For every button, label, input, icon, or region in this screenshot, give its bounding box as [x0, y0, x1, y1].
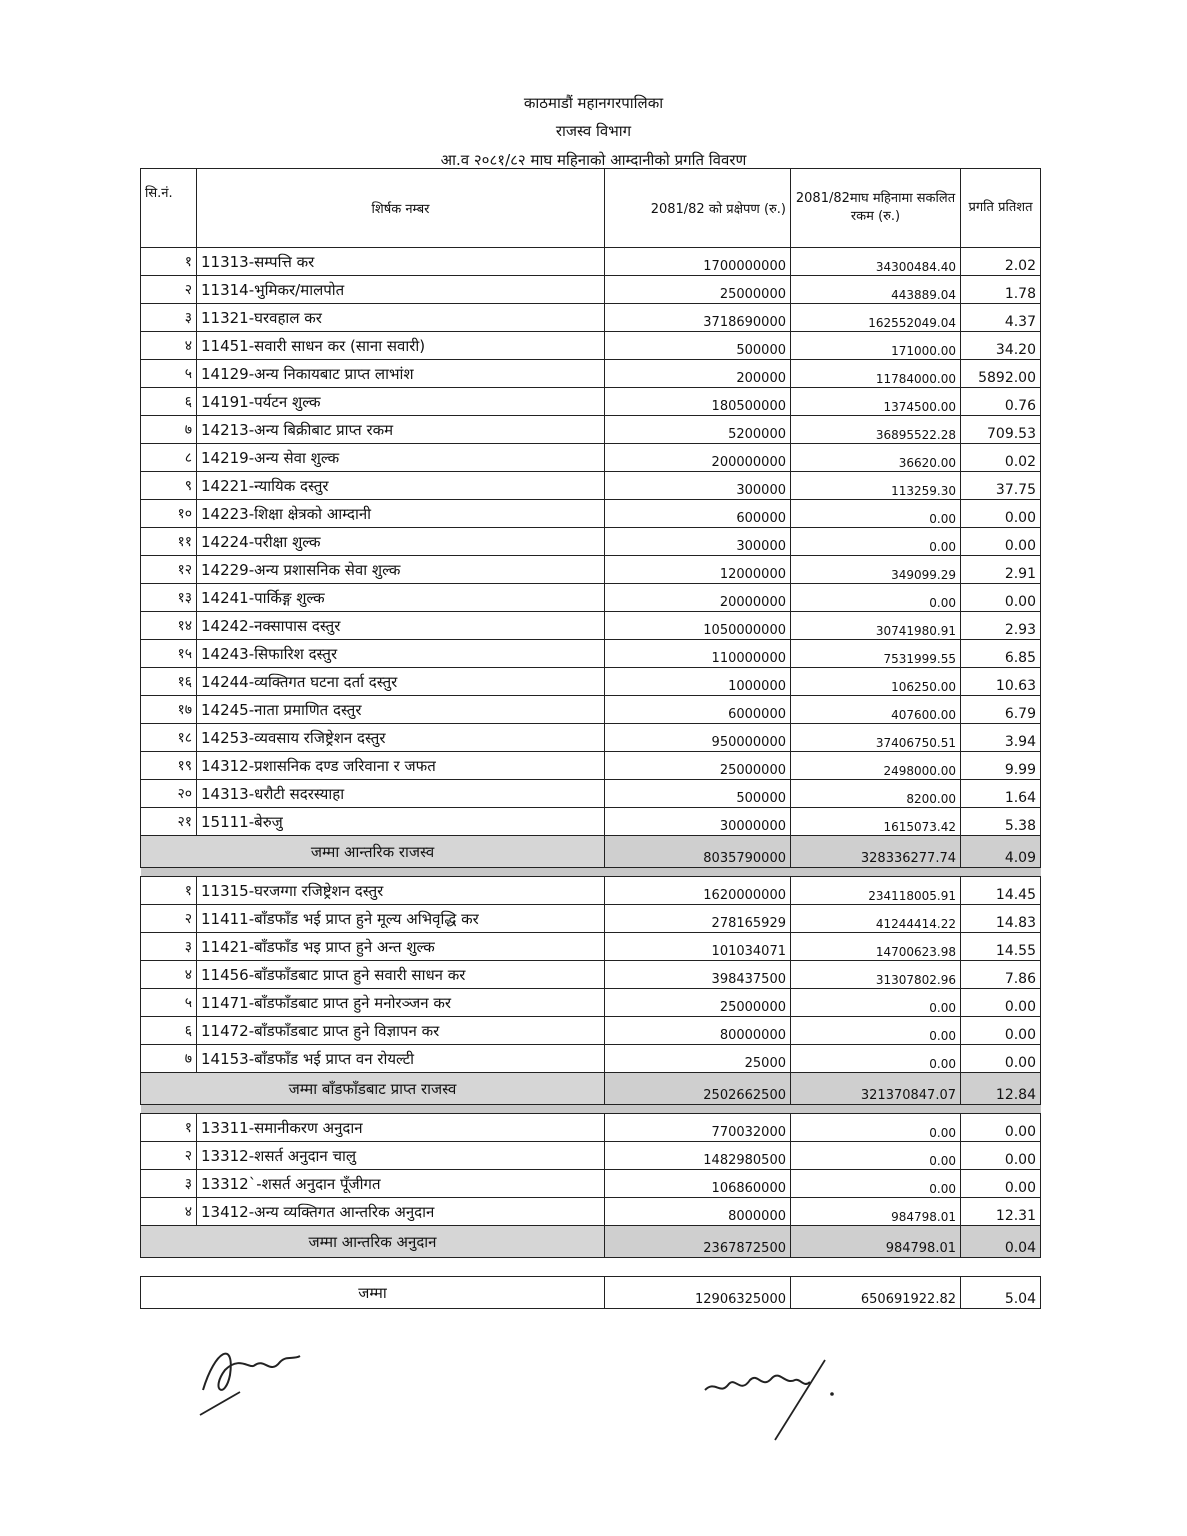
projection-value: 25000000 [605, 276, 791, 304]
table-row [141, 584, 1041, 612]
department-name: राजस्व विभाग [555, 122, 632, 140]
percent-value: 14.83 [961, 905, 1041, 933]
heading-code: 14253-व्यवसाय रजिष्ट्रेशन दस्तुर [197, 724, 605, 752]
table-row [141, 696, 1041, 724]
column-header-sn: सि.नं. [141, 169, 197, 248]
table-row [141, 668, 1041, 696]
serial-number: १० [141, 500, 197, 528]
heading-code: 14129-अन्य निकायबाट प्राप्त लाभांश [197, 360, 605, 388]
projection-value: 278165929 [605, 905, 791, 933]
percent-value: 6.79 [961, 696, 1041, 724]
table-row [141, 248, 1041, 276]
table-row [141, 808, 1041, 836]
table-row [141, 1017, 1041, 1045]
collected-value: 36895522.28 [791, 416, 961, 444]
column-header-title: शिर्षक नम्बर [197, 169, 605, 248]
table-row [141, 933, 1041, 961]
table-row [141, 332, 1041, 360]
table-row [141, 752, 1041, 780]
projection-value: 8000000 [605, 1198, 791, 1226]
table-row [141, 360, 1041, 388]
column-header-projection: 2081/82 को प्रक्षेपण (रु.) [605, 169, 791, 248]
percent-value: 5892.00 [961, 360, 1041, 388]
percent-value: 4.37 [961, 304, 1041, 332]
collected-value: 106250.00 [791, 668, 961, 696]
projection-value: 180500000 [605, 388, 791, 416]
signature-right [700, 1350, 840, 1460]
serial-number: ३ [141, 304, 197, 332]
heading-code: 14229-अन्य प्रशासनिक सेवा शुल्क [197, 556, 605, 584]
collected-value: 7531999.55 [791, 640, 961, 668]
collected-value: 349099.29 [791, 556, 961, 584]
projection-value: 950000000 [605, 724, 791, 752]
heading-code: 11471-बाँडफाँडबाट प्राप्त हुने मनोरञ्जन कर [197, 989, 605, 1017]
percent-value: 2.02 [961, 248, 1041, 276]
percent-value: 0.00 [961, 584, 1041, 612]
collected-value: 113259.30 [791, 472, 961, 500]
projection-value: 6000000 [605, 696, 791, 724]
serial-number: ९ [141, 472, 197, 500]
subtotal-label: जम्मा आन्तरिक अनुदान [141, 1226, 605, 1258]
serial-number: ४ [141, 1198, 197, 1226]
section-divider [141, 1258, 1041, 1277]
serial-number: १४ [141, 612, 197, 640]
column-header-collected: 2081/82माघ महिनामा सकलित रकम (रु.) [791, 169, 961, 248]
serial-number: ७ [141, 1045, 197, 1073]
percent-value: 2.91 [961, 556, 1041, 584]
heading-code: 13412-अन्य व्यक्तिगत आन्तरिक अनुदान [197, 1198, 605, 1226]
collected-value: 31307802.96 [791, 961, 961, 989]
heading-code: 14245-नाता प्रमाणित दस्तुर [197, 696, 605, 724]
subtotal-label: जम्मा आन्तरिक राजस्व [141, 836, 605, 868]
collected-value: 0.00 [791, 528, 961, 556]
subtotal-projection: 8035790000 [605, 836, 791, 868]
report-title: आ.व २०८१/८२ माघ महिनाको आम्दानीको प्रगति विवरण [440, 151, 747, 169]
subtotal-projection: 2367872500 [605, 1226, 791, 1258]
projection-value: 25000000 [605, 752, 791, 780]
section-divider [141, 868, 1041, 877]
table-row [141, 416, 1041, 444]
heading-code: 14312-प्रशासनिक दण्ड जरिवाना र जफत [197, 752, 605, 780]
serial-number: ५ [141, 360, 197, 388]
heading-code: 14223-शिक्षा क्षेत्रको आम्दानी [197, 500, 605, 528]
collected-value: 1374500.00 [791, 388, 961, 416]
heading-code: 13312-शसर्त अनुदान चालु [197, 1142, 605, 1170]
collected-value: 0.00 [791, 584, 961, 612]
table-row [141, 304, 1041, 332]
table-row [141, 528, 1041, 556]
collected-value: 984798.01 [791, 1198, 961, 1226]
projection-value: 300000 [605, 472, 791, 500]
subtotal-row [141, 1073, 1041, 1105]
serial-number: ४ [141, 961, 197, 989]
percent-value: 3.94 [961, 724, 1041, 752]
collected-value: 1615073.42 [791, 808, 961, 836]
percent-value: 0.00 [961, 1017, 1041, 1045]
projection-value: 200000000 [605, 444, 791, 472]
serial-number: २१ [141, 808, 197, 836]
table-row [141, 612, 1041, 640]
subtotal-collected: 321370847.07 [791, 1073, 961, 1105]
serial-number: १ [141, 248, 197, 276]
heading-code: 11321-घरवहाल कर [197, 304, 605, 332]
section-divider [141, 1105, 1041, 1114]
projection-value: 3718690000 [605, 304, 791, 332]
table-row [141, 276, 1041, 304]
collected-value: 162552049.04 [791, 304, 961, 332]
organization-name: काठमाडौं महानगरपालिका [523, 94, 664, 112]
column-header-percent: प्रगति प्रतिशत [961, 169, 1041, 248]
collected-value: 41244414.22 [791, 905, 961, 933]
projection-value: 200000 [605, 360, 791, 388]
table-row [141, 905, 1041, 933]
collected-value: 34300484.40 [791, 248, 961, 276]
heading-code: 13311-समानीकरण अनुदान [197, 1114, 605, 1142]
projection-value: 500000 [605, 332, 791, 360]
collected-value: 0.00 [791, 1017, 961, 1045]
subtotal-collected: 650691922.82 [791, 1277, 961, 1309]
grand-total-row [141, 1277, 1041, 1309]
percent-value: 0.00 [961, 989, 1041, 1017]
divider-cell [141, 868, 1041, 877]
collected-value: 2498000.00 [791, 752, 961, 780]
projection-value: 20000000 [605, 584, 791, 612]
percent-value: 0.02 [961, 444, 1041, 472]
projection-value: 1482980500 [605, 1142, 791, 1170]
serial-number: १ [141, 877, 197, 905]
revenue-table [140, 168, 1041, 1309]
projection-value: 110000000 [605, 640, 791, 668]
heading-code: 15111-बेरुजु [197, 808, 605, 836]
subtotal-collected: 328336277.74 [791, 836, 961, 868]
percent-value: 10.63 [961, 668, 1041, 696]
serial-number: ७ [141, 416, 197, 444]
heading-code: 11411-बाँडफाँड भई प्राप्त हुने मूल्य अभिवृद्धि कर [197, 905, 605, 933]
serial-number: ६ [141, 388, 197, 416]
heading-code: 11451-सवारी साधन कर (साना सवारी) [197, 332, 605, 360]
projection-value: 12000000 [605, 556, 791, 584]
percent-value: 0.00 [961, 1142, 1041, 1170]
collected-value: 8200.00 [791, 780, 961, 808]
projection-value: 25000000 [605, 989, 791, 1017]
serial-number: २ [141, 276, 197, 304]
collected-value: 0.00 [791, 989, 961, 1017]
percent-value: 1.64 [961, 780, 1041, 808]
projection-value: 1700000000 [605, 248, 791, 276]
subtotal-row [141, 836, 1041, 868]
table-row [141, 1198, 1041, 1226]
table-row [141, 500, 1041, 528]
heading-code: 14313-धरौटी सदरस्याहा [197, 780, 605, 808]
heading-code: 11313-सम्पत्ति कर [197, 248, 605, 276]
serial-number: १९ [141, 752, 197, 780]
serial-number: ४ [141, 332, 197, 360]
serial-number: ३ [141, 933, 197, 961]
subtotal-percent: 12.84 [961, 1073, 1041, 1105]
collected-value: 0.00 [791, 500, 961, 528]
percent-value: 5.38 [961, 808, 1041, 836]
serial-number: ५ [141, 989, 197, 1017]
subtotal-percent: 0.04 [961, 1226, 1041, 1258]
heading-code: 14241-पार्किङ्ग शुल्क [197, 584, 605, 612]
collected-value: 14700623.98 [791, 933, 961, 961]
heading-code: 14213-अन्य बिक्रीबाट प्राप्त रकम [197, 416, 605, 444]
signature-left [195, 1330, 315, 1420]
heading-code: 14221-न्यायिक दस्तुर [197, 472, 605, 500]
collected-value: 0.00 [791, 1045, 961, 1073]
projection-value: 500000 [605, 780, 791, 808]
projection-value: 1050000000 [605, 612, 791, 640]
heading-code: 11314-भुमिकर/मालपोत [197, 276, 605, 304]
collected-value: 36620.00 [791, 444, 961, 472]
serial-number: १६ [141, 668, 197, 696]
table-row [141, 444, 1041, 472]
serial-number: २ [141, 905, 197, 933]
collected-value: 0.00 [791, 1114, 961, 1142]
percent-value: 9.99 [961, 752, 1041, 780]
percent-value: 7.86 [961, 961, 1041, 989]
table-row [141, 961, 1041, 989]
serial-number: २ [141, 1142, 197, 1170]
collected-value: 407600.00 [791, 696, 961, 724]
projection-value: 770032000 [605, 1114, 791, 1142]
subtotal-row [141, 1226, 1041, 1258]
projection-value: 300000 [605, 528, 791, 556]
percent-value: 0.00 [961, 1114, 1041, 1142]
subtotal-collected: 984798.01 [791, 1226, 961, 1258]
table-header-row [141, 169, 1041, 248]
divider-cell [141, 1105, 1041, 1114]
serial-number: १५ [141, 640, 197, 668]
subtotal-label: जम्मा [141, 1277, 605, 1309]
percent-value: 6.85 [961, 640, 1041, 668]
projection-value: 80000000 [605, 1017, 791, 1045]
percent-value: 2.93 [961, 612, 1041, 640]
collected-value: 30741980.91 [791, 612, 961, 640]
subtotal-projection: 2502662500 [605, 1073, 791, 1105]
collected-value: 11784000.00 [791, 360, 961, 388]
heading-code: 13312`-शसर्त अनुदान पूँजीगत [197, 1170, 605, 1198]
subtotal-projection: 12906325000 [605, 1277, 791, 1309]
projection-value: 25000 [605, 1045, 791, 1073]
percent-value: 14.45 [961, 877, 1041, 905]
heading-code: 11456-बाँडफाँडबाट प्राप्त हुने सवारी साधन कर [197, 961, 605, 989]
subtotal-percent: 5.04 [961, 1277, 1041, 1309]
divider-cell [141, 1258, 1041, 1277]
table-row [141, 1142, 1041, 1170]
table-row [141, 388, 1041, 416]
serial-number: १२ [141, 556, 197, 584]
heading-code: 14243-सिफारिश दस्तुर [197, 640, 605, 668]
table-row [141, 780, 1041, 808]
collected-value: 443889.04 [791, 276, 961, 304]
table-row [141, 472, 1041, 500]
percent-value: 34.20 [961, 332, 1041, 360]
table-row [141, 1045, 1041, 1073]
heading-code: 14153-बाँडफाँड भई प्राप्त वन रोयल्टी [197, 1045, 605, 1073]
collected-value: 0.00 [791, 1142, 961, 1170]
projection-value: 5200000 [605, 416, 791, 444]
serial-number: ३ [141, 1170, 197, 1198]
serial-number: ६ [141, 1017, 197, 1045]
collected-value: 234118005.91 [791, 877, 961, 905]
table-row [141, 724, 1041, 752]
subtotal-label: जम्मा बाँडफाँडबाट प्राप्त राजस्व [141, 1073, 605, 1105]
projection-value: 101034071 [605, 933, 791, 961]
serial-number: ११ [141, 528, 197, 556]
percent-value: 12.31 [961, 1198, 1041, 1226]
table-row [141, 989, 1041, 1017]
heading-code: 14242-नक्सापास दस्तुर [197, 612, 605, 640]
percent-value: 0.00 [961, 1045, 1041, 1073]
percent-value: 37.75 [961, 472, 1041, 500]
table-row [141, 877, 1041, 905]
percent-value: 0.00 [961, 1170, 1041, 1198]
heading-code: 14191-पर्यटन शुल्क [197, 388, 605, 416]
projection-value: 1620000000 [605, 877, 791, 905]
serial-number: १ [141, 1114, 197, 1142]
heading-code: 11472-बाँडफाँडबाट प्राप्त हुने विज्ञापन कर [197, 1017, 605, 1045]
serial-number: २० [141, 780, 197, 808]
subtotal-percent: 4.09 [961, 836, 1041, 868]
collected-value: 171000.00 [791, 332, 961, 360]
serial-number: १७ [141, 696, 197, 724]
heading-code: 11315-घरजग्गा रजिष्ट्रेशन दस्तुर [197, 877, 605, 905]
projection-value: 600000 [605, 500, 791, 528]
projection-value: 1000000 [605, 668, 791, 696]
collected-value: 37406750.51 [791, 724, 961, 752]
percent-value: 709.53 [961, 416, 1041, 444]
heading-code: 14224-परीक्षा शुल्क [197, 528, 605, 556]
serial-number: ८ [141, 444, 197, 472]
percent-value: 1.78 [961, 276, 1041, 304]
table-row [141, 556, 1041, 584]
percent-value: 0.00 [961, 500, 1041, 528]
serial-number: १३ [141, 584, 197, 612]
projection-value: 106860000 [605, 1170, 791, 1198]
heading-code: 11421-बाँडफाँड भइ प्राप्त हुने अन्त शुल्क [197, 933, 605, 961]
table-row [141, 1170, 1041, 1198]
heading-code: 14219-अन्य सेवा शुल्क [197, 444, 605, 472]
heading-code: 14244-व्यक्तिगत घटना दर्ता दस्तुर [197, 668, 605, 696]
percent-value: 0.00 [961, 528, 1041, 556]
projection-value: 30000000 [605, 808, 791, 836]
collected-value: 0.00 [791, 1170, 961, 1198]
projection-value: 398437500 [605, 961, 791, 989]
percent-value: 0.76 [961, 388, 1041, 416]
table-row [141, 640, 1041, 668]
percent-value: 14.55 [961, 933, 1041, 961]
serial-number: १८ [141, 724, 197, 752]
table-row [141, 1114, 1041, 1142]
